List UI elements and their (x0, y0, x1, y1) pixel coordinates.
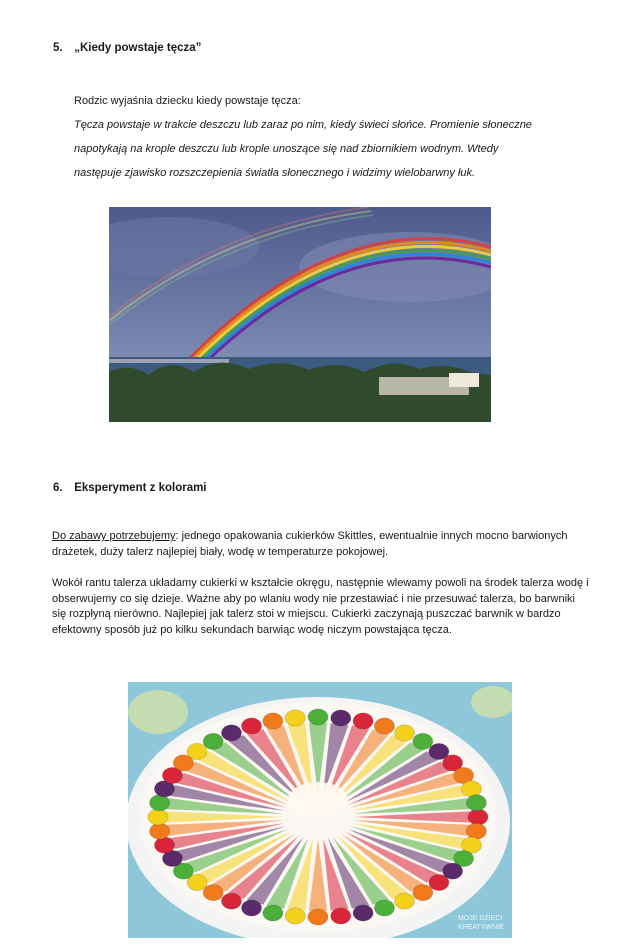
rainbow-over-sea-photo (109, 207, 491, 422)
candy (468, 809, 488, 825)
candy (353, 713, 373, 729)
candy (374, 900, 394, 916)
candy (308, 709, 328, 725)
materials-label: Do zabawy potrzebujemy (52, 530, 176, 542)
candy (331, 710, 351, 726)
quote-line: następuje zjawisko rozszczepienia światła słonecznego i widzimy wielobarwny łuk. (74, 167, 476, 179)
candy (308, 909, 328, 925)
section-6-heading (53, 482, 207, 494)
candy (203, 733, 223, 749)
candy (154, 837, 174, 853)
instructions-paragraph: Wokół rantu talerza układamy cukierki w kształcie okręgu, następnie wlewamy powoli na środek talerza wodę i obserwujemy co się dzieje. Ważne aby po wlaniu wody nie przestawiać i nie przesuwać talerza, bo barwniki się rozpłyną nierówno. Najlepiej jak talerz stoi w miejscu. Cukierki zaczynają puszczać barwnik w bardzo efektowny sposób już po kilku sekundach barwiąc wodę niczym powstająca tęcza. (52, 577, 589, 636)
candy (353, 905, 373, 921)
candy (395, 725, 415, 741)
candy (466, 823, 486, 839)
section-5-number: 5. (53, 42, 63, 54)
candy (374, 718, 394, 734)
candy (466, 795, 486, 811)
candy (242, 900, 262, 916)
candy (263, 713, 283, 729)
watermark-line-2: KREATYWNIE (458, 924, 504, 931)
watermark-line-1: MOJE DZIECI (458, 915, 503, 922)
candy (263, 905, 283, 921)
candy (395, 893, 415, 909)
section-6-number: 6. (53, 482, 63, 494)
candy (242, 718, 262, 734)
candy (413, 885, 433, 901)
candy (331, 908, 351, 924)
section-5-intro: Rodzic wyjaśnia dziecku kiedy powstaje tęcza: (74, 95, 301, 107)
candy (150, 823, 170, 839)
candy (285, 908, 305, 924)
candy (221, 893, 241, 909)
section-5-title: „Kiedy powstaje tęcza” (74, 42, 202, 54)
materials-text: : jednego opakowania cukierków Skittles, ewentualnie innych mocno barwionych drażetek, duży talerz najlepiej biały, wodę w temperaturze pokojowej. (52, 530, 568, 558)
candy (150, 795, 170, 811)
candy (203, 885, 223, 901)
candy (187, 744, 207, 760)
section-5-heading (53, 42, 201, 54)
candy (413, 733, 433, 749)
candy (285, 710, 305, 726)
candy (429, 874, 449, 890)
candy (221, 725, 241, 741)
section-6-title: Eksperyment z kolorami (74, 482, 207, 494)
section-5-text (74, 89, 594, 185)
quote-line: napotykają na krople deszczu lub krople unoszące się nad zbiornikiem wodnym. Wtedy (74, 143, 499, 155)
skittles-rainbow-plate-photo (128, 682, 512, 938)
materials-paragraph (52, 529, 592, 560)
quote-line: Tęcza powstaje w trakcie deszczu lub zaraz po nim, kiedy świeci słońce. Promienie słoneczne (74, 119, 532, 131)
candy (148, 809, 168, 825)
candy (462, 781, 482, 797)
